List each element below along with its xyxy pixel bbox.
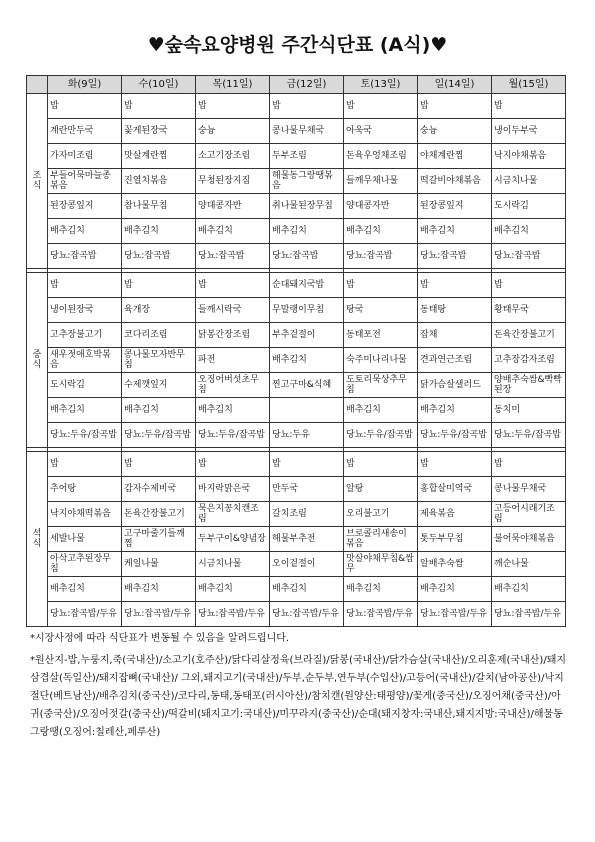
menu-item-cell: 밥 [418,273,492,298]
menu-item-cell: 배추김치 [48,219,122,244]
menu-item-cell: 배추김치 [492,577,566,602]
menu-item-cell: 고추장감자조림 [492,348,566,373]
menu-item-cell: 밥 [48,273,122,298]
menu-item-cell: 당뇨:잡곡밥/두유 [196,602,270,627]
menu-item-cell: 동치미 [492,398,566,423]
menu-item-cell: 당뇨:두유/잡곡밥 [48,423,122,448]
menu-item-cell: 밥 [122,452,196,477]
menu-item-cell: 당뇨:두유/잡곡밥 [344,423,418,448]
menu-item-cell: 들깨무채나물 [344,169,418,194]
menu-row-dinner [27,527,566,552]
menu-item-cell: 고구마줄기들깨찜 [122,527,196,552]
menu-item-cell: 배추김치 [270,348,344,373]
menu-item-cell: 해물부추전 [270,527,344,552]
menu-item-cell: 밥 [270,452,344,477]
menu-item-cell: 양배추숙쌈&빡빡된장 [492,373,566,398]
day-header-fri: 금(12일) [270,76,344,94]
menu-row-dinner [27,577,566,602]
menu-row-dinner [27,452,566,477]
menu-item-cell: 당뇨:잡곡밥 [48,244,122,269]
menu-item-cell: 냉이두부국 [492,119,566,144]
menu-item-cell: 숙주미나리나물 [344,348,418,373]
menu-item-cell: 밥 [418,452,492,477]
menu-body [27,94,566,627]
menu-item-cell: 가자미조림 [48,144,122,169]
menu-item-cell: 당뇨:잡곡밥 [270,244,344,269]
menu-item-cell: 당뇨:두유/잡곡밥 [196,423,270,448]
menu-item-cell: 바지락맑은국 [196,477,270,502]
menu-item-cell: 된장콩잎지 [48,194,122,219]
menu-item-cell: 톳두부무침 [418,527,492,552]
menu-item-cell: 배추김치 [418,577,492,602]
menu-item-cell: 배추김치 [196,219,270,244]
notes-section [30,630,570,742]
menu-item-cell: 낙지야채떡볶음 [48,502,122,527]
meal-label-top: 중 [32,350,42,360]
day-header-thu: 목(11일) [196,76,270,94]
menu-item-cell: 갈치조림 [270,502,344,527]
menu-row-dinner [27,552,566,577]
menu-item-cell: 들깨시락국 [196,298,270,323]
menu-item-cell: 닭가슴살샐러드 [418,373,492,398]
menu-item-cell: 찐고구마&식혜 [270,373,344,398]
meal-label-top: 석 [32,529,42,539]
page-title: ♥숲속요양병원 주간식단표 (A식)♥ [147,34,448,56]
menu-item-cell: 오징어버섯초무침 [196,373,270,398]
meal-label-dinner [27,452,48,627]
menu-item-cell: 견과연근조림 [418,348,492,373]
menu-item-cell: 두부조림 [270,144,344,169]
menu-row-dinner [27,502,566,527]
menu-item-cell: 배추김치 [344,398,418,423]
menu-item-cell: 제육볶음 [418,502,492,527]
menu-item-cell: 당뇨:두유/잡곡밥 [492,423,566,448]
menu-item-cell: 밥 [418,94,492,119]
menu-item-cell: 밥 [344,273,418,298]
menu-item-cell: 배추김치 [122,219,196,244]
menu-item-cell: 코다리조림 [122,323,196,348]
menu-item-cell: 동태탕 [418,298,492,323]
menu-item-cell: 세발나물 [48,527,122,552]
menu-item-cell: 밥 [122,94,196,119]
menu-row-lunch [27,298,566,323]
menu-item-cell: 취나물된장무침 [270,194,344,219]
menu-item-cell: 배추김치 [418,398,492,423]
meal-label-bottom: 식 [32,539,42,549]
meal-label-bottom: 식 [32,181,42,191]
day-header-row [27,76,566,94]
menu-item-cell: 감자수제비국 [122,477,196,502]
menu-item-cell: 오리불고기 [344,502,418,527]
menu-item-cell: 부추겉절이 [270,323,344,348]
day-header-tue: 화(9일) [48,76,122,94]
menu-item-cell: 아삭고추된장무침 [48,552,122,577]
menu-item-cell: 밥 [492,452,566,477]
day-header-sat: 토(13일) [344,76,418,94]
menu-item-cell: 소고기장조림 [196,144,270,169]
menu-item-cell: 도토리묵상추무침 [344,373,418,398]
menu-item-cell: 밥 [122,273,196,298]
menu-row-breakfast [27,244,566,269]
menu-item-cell: 새우젓애호박볶음 [48,348,122,373]
menu-item-cell: 추어탕 [48,477,122,502]
menu-item-cell: 시금치나물 [492,169,566,194]
menu-item-cell: 양대콩자반 [344,194,418,219]
menu-item-cell: 만두국 [270,477,344,502]
menu-item-cell: 배추김치 [418,219,492,244]
menu-row-breakfast [27,169,566,194]
menu-row-breakfast [27,144,566,169]
menu-item-cell: 동태포전 [344,323,418,348]
menu-row-breakfast [27,119,566,144]
menu-item-cell: 밥 [270,94,344,119]
menu-row-lunch [27,373,566,398]
menu-item-cell: 밥 [344,452,418,477]
menu-item-cell: 해물동그랑땡볶음 [270,169,344,194]
menu-item-cell: 냉이된장국 [48,298,122,323]
menu-item-cell: 고추장불고기 [48,323,122,348]
menu-item-cell: 숭늉 [196,119,270,144]
menu-item-cell: 잡채 [418,323,492,348]
menu-item-cell: 육개장 [122,298,196,323]
menu-item-cell: 알탕 [344,477,418,502]
menu-item-cell: 수제깻잎지 [122,373,196,398]
menu-item-cell: 불어묵야채볶음 [492,527,566,552]
menu-item-cell: 당뇨:잡곡밥 [122,244,196,269]
menu-item-cell: 밥 [344,94,418,119]
menu-row-lunch [27,398,566,423]
menu-item-cell: 알배추숙쌈 [418,552,492,577]
menu-item-cell: 맛살야채무침&쌈무 [344,552,418,577]
menu-item-cell: 도시락김 [48,373,122,398]
menu-item-cell: 배추김치 [122,577,196,602]
menu-item-cell: 시금치나물 [196,552,270,577]
menu-item-cell: 당뇨:잡곡밥/두유 [48,602,122,627]
menu-item-cell: 닭봉간장조림 [196,323,270,348]
menu-item-cell: 양대콩자반 [196,194,270,219]
menu-item-cell: 당뇨:잡곡밥/두유 [418,602,492,627]
menu-item-cell: 당뇨:잡곡밥/두유 [270,602,344,627]
menu-item-cell: 진열치볶음 [122,169,196,194]
origin-notice: *원산지-밥,누룽지,죽(국내산)/소고기(호주산)/닭다리살정육(브라질)/닭봉(국내산)/닭가슴살(국내산)/오리훈제(국내산)/돼지삼겹살(독일산)/돼지잡뼈(국내산)/ 그외,돼지고기(국내산)/두부,순두부,연두부(수입산)/고등어(국내산)/갈치(남아공산)/낙지절단(베트남산)/배추김치(중국산)/코다리,동태,동태포(러시아산)/참치캔(원양산:태평양)/꽃게(중국산)/오징어채(중국산)/아귀(중국산)/오징어젓갈(중국산)/떡갈비(돼지고기:국내산)/미꾸라지(중국산)/순대(돼지창자:국내산,돼지지방:국내산)/해물동그랑땡(오징어:칠레산,페루산) [30,655,567,738]
weekly-menu-table [26,75,566,627]
menu-item-cell: 당뇨:잡곡밥 [492,244,566,269]
menu-item-cell: 당뇨:잡곡밥 [418,244,492,269]
menu-item-cell: 밥 [48,94,122,119]
menu-item-cell: 계란만두국 [48,119,122,144]
menu-item-cell: 야채계란찜 [418,144,492,169]
menu-item-cell: 배추김치 [270,219,344,244]
day-header-mon: 월(15일) [492,76,566,94]
menu-item-cell: 밥 [196,452,270,477]
header-corner-cell [27,76,48,94]
menu-item-cell: 두부구이&양념장 [196,527,270,552]
menu-item-cell: 된장콩잎지 [418,194,492,219]
menu-item-cell: 당뇨:두유 [270,423,344,448]
menu-item-cell: 당뇨:잡곡밥/두유 [492,602,566,627]
menu-item-cell: 케일나물 [122,552,196,577]
menu-item-cell: 밥 [196,273,270,298]
menu-row-lunch [27,423,566,448]
menu-item-cell: 당뇨:잡곡밥 [344,244,418,269]
menu-item-cell: 당뇨:두유/잡곡밥 [122,423,196,448]
menu-item-cell: 돈육간장불고기 [492,323,566,348]
menu-item-cell: 밥 [48,452,122,477]
menu-item-cell: 배추김치 [196,398,270,423]
menu-row-dinner [27,602,566,627]
menu-item-cell: 묵은지꽁치캔조림 [196,502,270,527]
menu-item-cell: 당뇨:잡곡밥/두유 [344,602,418,627]
menu-row-lunch [27,323,566,348]
menu-item-cell: 돈육우엉채조림 [344,144,418,169]
menu-item-cell: 맛살계란찜 [122,144,196,169]
day-header-sun: 일(14일) [418,76,492,94]
menu-item-cell: 도시락김 [492,194,566,219]
menu-item-cell: 밥 [196,94,270,119]
menu-item-cell: 돈육간장불고기 [122,502,196,527]
menu-item-cell: 순대돼지국밥 [270,273,344,298]
menu-item-cell: 당뇨:잡곡밥/두유 [122,602,196,627]
menu-item-cell: 브로콜리새송이볶음 [344,527,418,552]
menu-row-lunch [27,348,566,373]
menu-item-cell: 부들어묵마늘종볶음 [48,169,122,194]
menu-item-cell: 파전 [196,348,270,373]
menu-item-cell: 배추김치 [492,219,566,244]
menu-item-cell: 배추김치 [344,219,418,244]
menu-item-cell: 배추김치 [196,577,270,602]
menu-item-cell: 배추김치 [344,577,418,602]
menu-row-dinner [27,477,566,502]
menu-item-cell: 배추김치 [48,398,122,423]
menu-item-cell: 무청된장지짐 [196,169,270,194]
menu-item-cell: 배추김치 [270,577,344,602]
menu-item-cell: 밥 [492,273,566,298]
menu-row-lunch [27,273,566,298]
meal-label-breakfast [27,94,48,269]
menu-item-cell: 떡갈비야채볶음 [418,169,492,194]
day-header-wed: 수(10일) [122,76,196,94]
menu-item-cell [270,398,344,423]
menu-item-cell: 고등어시래기조림 [492,502,566,527]
menu-row-breakfast [27,194,566,219]
menu-item-cell: 무말랭이무침 [270,298,344,323]
menu-item-cell: 콩나물모자반무침 [122,348,196,373]
menu-item-cell: 배추김치 [48,577,122,602]
change-notice: *시장사정에 따라 식단표가 변동될 수 있음을 알려드립니다. [30,633,290,644]
menu-item-cell: 황태무국 [492,298,566,323]
menu-item-cell: 배추김치 [122,398,196,423]
meal-label-lunch [27,273,48,448]
menu-row-breakfast [27,94,566,119]
menu-item-cell: 홍합살미역국 [418,477,492,502]
menu-item-cell: 콩나물무채국 [492,477,566,502]
menu-item-cell: 밥 [492,94,566,119]
menu-item-cell: 참나물무침 [122,194,196,219]
menu-item-cell: 숭늉 [418,119,492,144]
menu-item-cell: 당뇨:두유/잡곡밥 [418,423,492,448]
menu-item-cell: 당뇨:잡곡밥 [196,244,270,269]
menu-item-cell: 오이겉절이 [270,552,344,577]
menu-item-cell: 깨순나물 [492,552,566,577]
menu-row-breakfast [27,219,566,244]
menu-item-cell: 낙지야채볶음 [492,144,566,169]
menu-item-cell: 아욱국 [344,119,418,144]
menu-item-cell: 콩나물무채국 [270,119,344,144]
meal-label-top: 조 [32,171,42,181]
meal-label-bottom: 식 [32,360,42,370]
menu-item-cell: 탕국 [344,298,418,323]
menu-item-cell: 꽃게된장국 [122,119,196,144]
